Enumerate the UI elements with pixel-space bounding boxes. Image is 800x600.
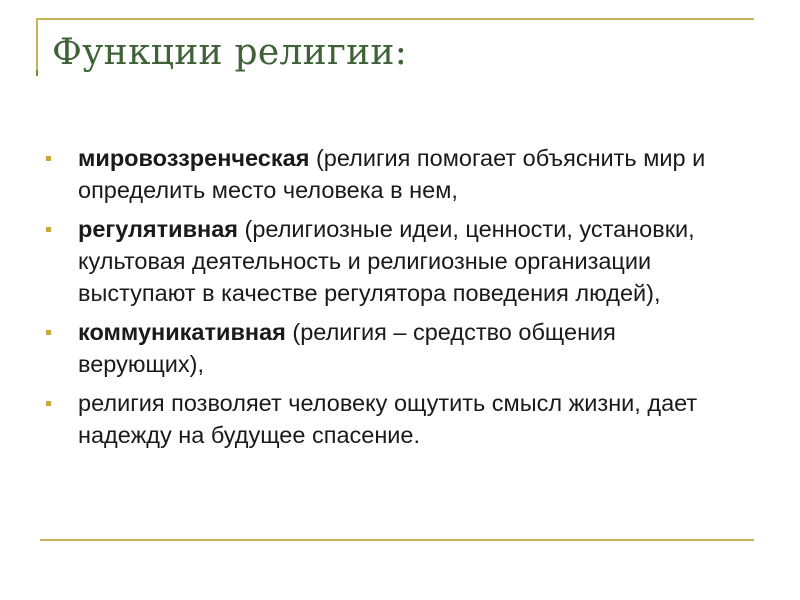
function-term: коммуникативная — [78, 319, 286, 345]
list-item-communicative — [42, 316, 742, 380]
left-accent-line-end — [36, 70, 38, 76]
list-item-meaning — [42, 387, 742, 451]
square-bullet-icon — [46, 401, 51, 406]
bottom-divider-line — [40, 539, 754, 541]
function-description: (религия помогает объяснить мир и определить место человека в нем, — [78, 145, 706, 203]
left-accent-line — [36, 18, 38, 70]
square-bullet-icon — [46, 227, 51, 232]
list-item-worldview — [42, 142, 742, 206]
list-item-regulative — [42, 213, 742, 309]
slide-title: Функции религии: — [52, 32, 408, 73]
function-description: (религия – средство общения верующих), — [78, 319, 616, 377]
top-divider-line — [36, 18, 754, 20]
function-description: религия позволяет человеку ощутить смысл жизни, дает надежду на будущее спасение. — [78, 390, 698, 448]
function-term: регулятивная — [78, 216, 238, 242]
function-description: (религиозные идеи, ценности, установки, культовая деятельность и религиозные организации выступают в качестве регулятора поведения людей), — [78, 216, 695, 306]
square-bullet-icon — [46, 330, 51, 335]
square-bullet-icon — [46, 156, 51, 161]
function-term: мировоззренческая — [78, 145, 310, 171]
bullet-list — [42, 142, 742, 458]
